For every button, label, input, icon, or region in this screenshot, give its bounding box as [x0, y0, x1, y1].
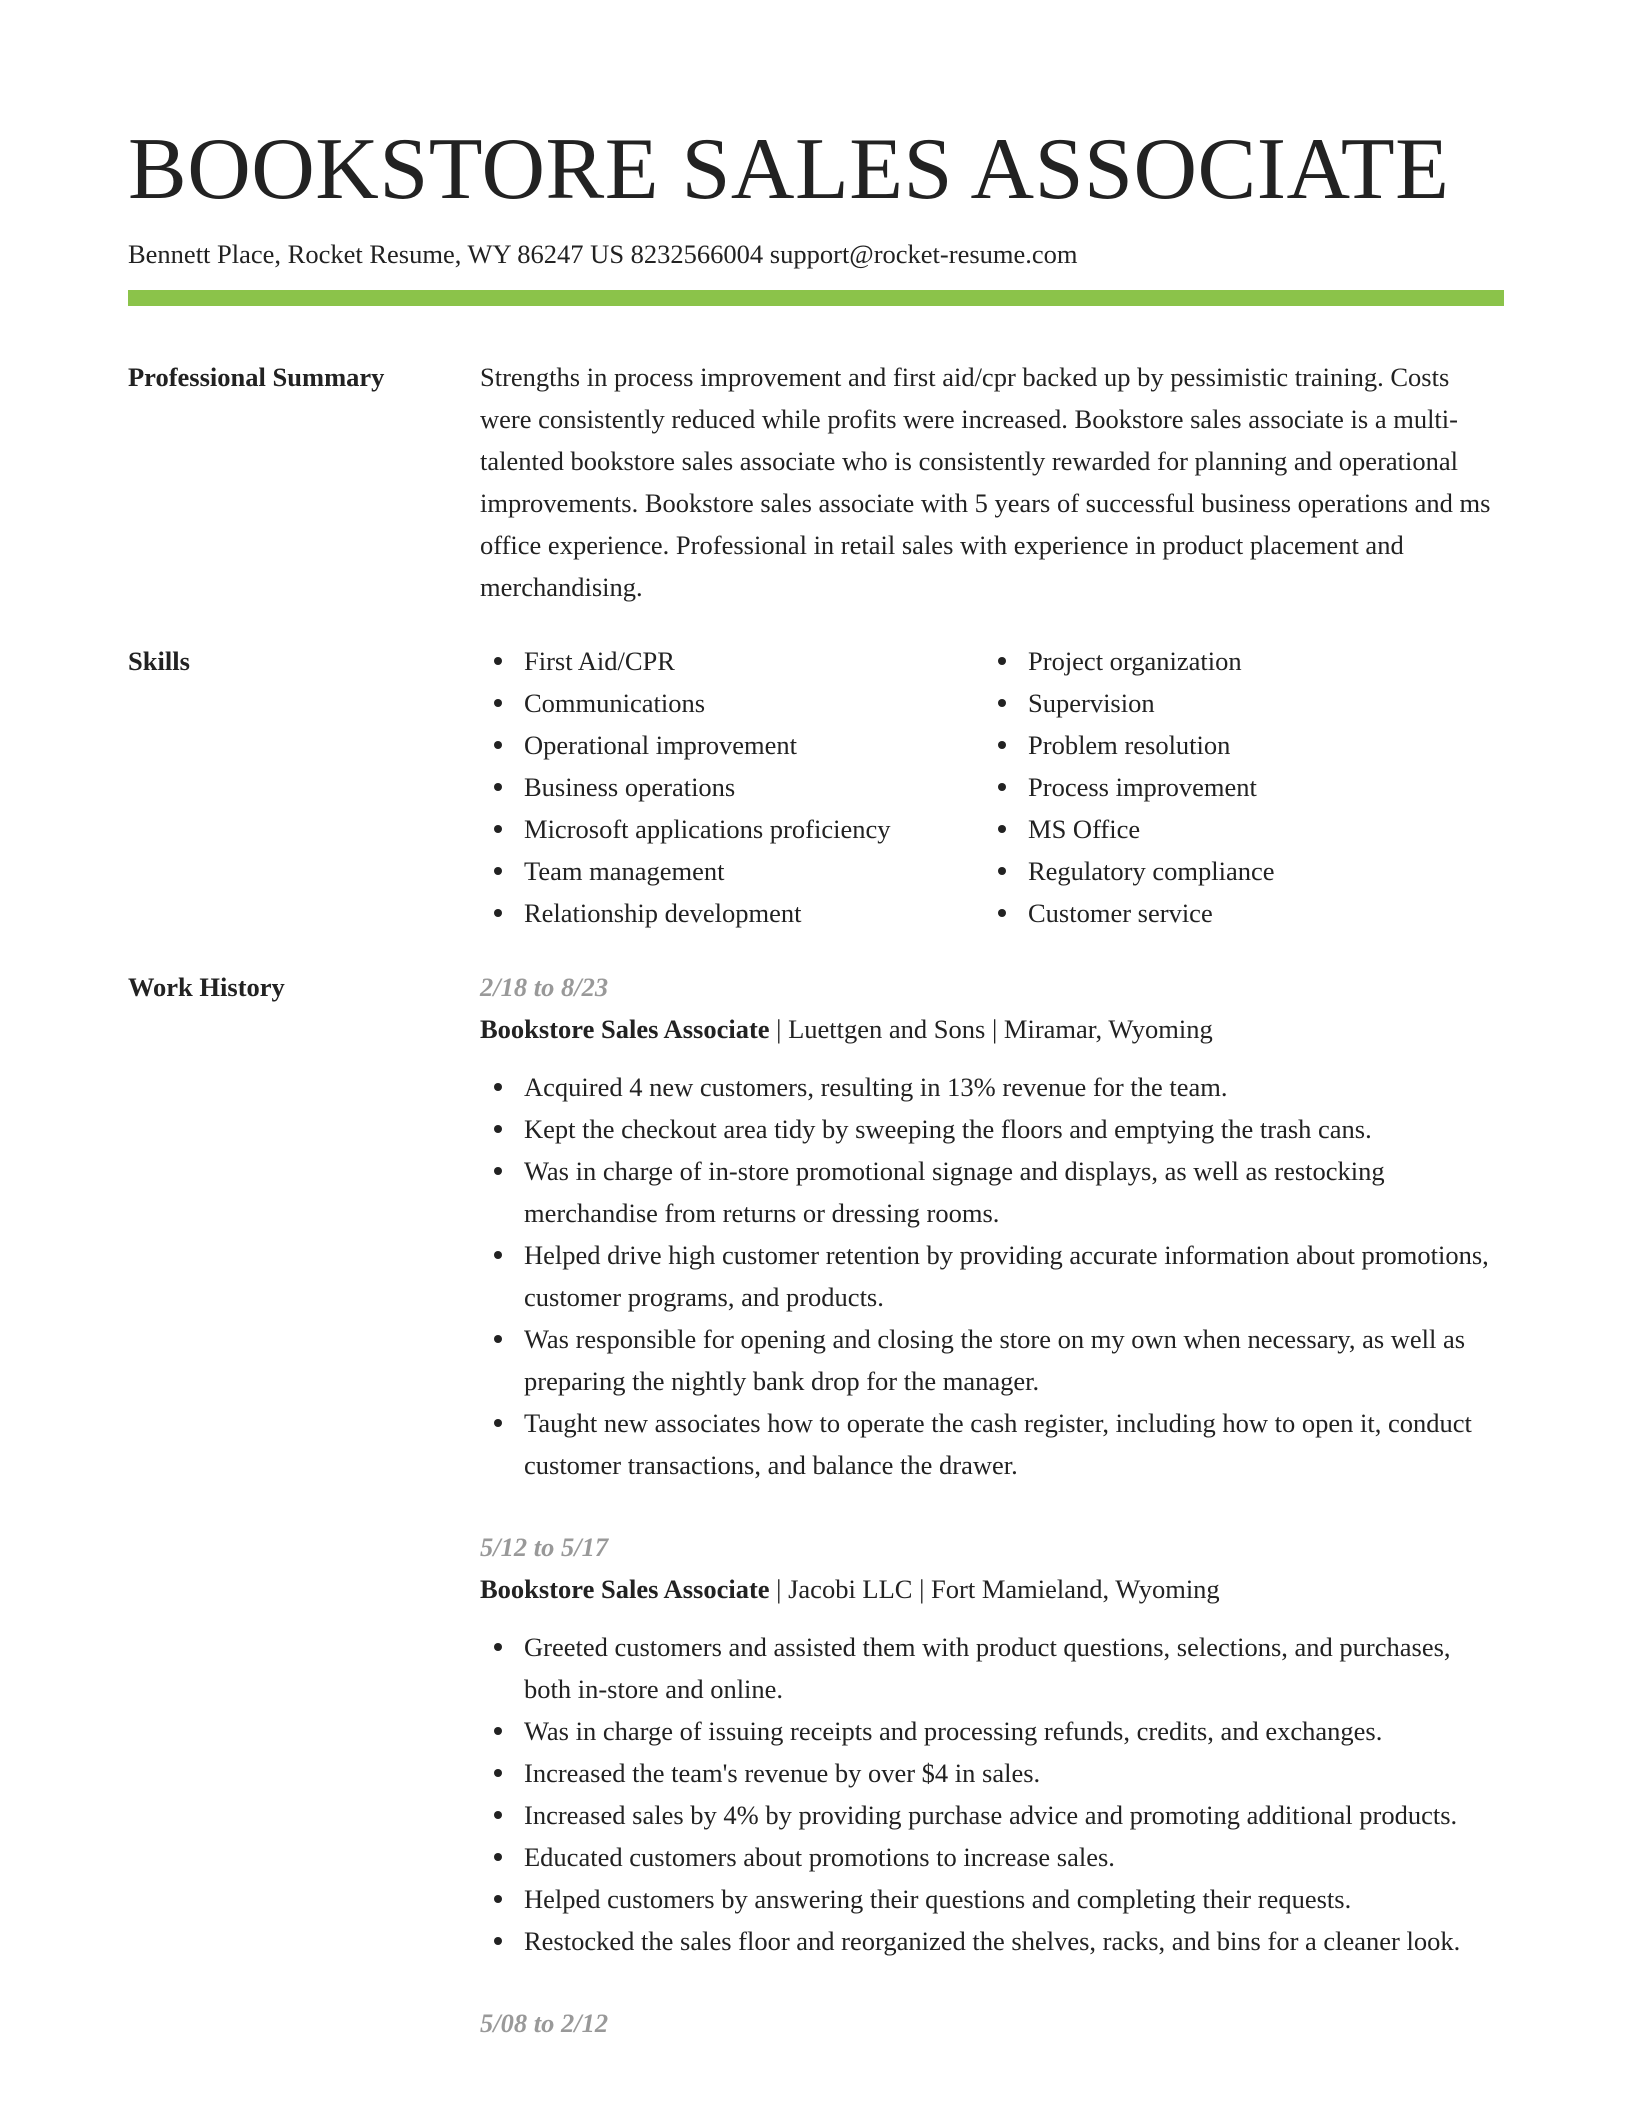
skill-item: Problem resolution	[984, 724, 1488, 766]
resume-title: BOOKSTORE SALES ASSOCIATE	[128, 121, 1450, 218]
job-entry	[480, 2002, 1504, 2044]
skill-item: Team management	[480, 850, 984, 892]
job-bullet: Was in charge of in-store promotional signage and displays, as well as restocking merchandise from returns or dressing rooms.	[480, 1150, 1504, 1234]
job-bullet: Kept the checkout area tidy by sweeping the floors and emptying the trash cans.	[480, 1108, 1504, 1150]
job-bullet: Greeted customers and assisted them with product questions, selections, and purchases, both in-store and online.	[480, 1626, 1504, 1710]
job-bullet: Educated customers about promotions to increase sales.	[480, 1836, 1504, 1878]
contact-line: Bennett Place, Rocket Resume, WY 86247 US 8232566004 support@rocket-resume.com	[128, 239, 1078, 269]
skill-item: Customer service	[984, 892, 1488, 934]
resume-header	[128, 0, 1504, 306]
accent-divider	[128, 290, 1504, 306]
skills-heading: Skills	[128, 646, 190, 676]
job-bullet: Helped drive high customer retention by providing accurate information about promotions, customer programs, and products.	[480, 1234, 1504, 1318]
skill-item: First Aid/CPR	[480, 640, 984, 682]
skill-item: Microsoft applications proficiency	[480, 808, 984, 850]
job-bullet: Was in charge of issuing receipts and processing refunds, credits, and exchanges.	[480, 1710, 1504, 1752]
job-company-location: | Luettgen and Sons | Miramar, Wyoming	[769, 1014, 1213, 1044]
work-history-section	[128, 966, 1504, 2084]
skill-item: Relationship development	[480, 892, 984, 934]
job-entry	[480, 966, 1504, 1486]
skill-item: Business operations	[480, 766, 984, 808]
skills-list-left	[480, 640, 984, 934]
skill-item: MS Office	[984, 808, 1488, 850]
summary-heading: Professional Summary	[128, 362, 385, 392]
job-bullet: Was responsible for opening and closing the store on my own when necessary, as well as preparing the nightly bank drop for the manager.	[480, 1318, 1504, 1402]
job-company-location: | Jacobi LLC | Fort Mamieland, Wyoming	[769, 1574, 1220, 1604]
summary-text: Strengths in process improvement and first aid/cpr backed up by pessimistic training. Costs were consistently reduced while profits were increased. Bookstore sales associate is a multi-talented bookstore sales associate who is consistently rewarded for planning and operational improvements. Bookstore sales associate with 5 years of successful business operations and ms office experience. Professional in retail sales with experience in product placement and merchandising.	[480, 362, 1491, 602]
job-dates: 2/18 to 8/23	[480, 972, 609, 1002]
job-bullet: Increased sales by 4% by providing purchase advice and promoting additional products.	[480, 1794, 1504, 1836]
job-entry	[480, 1526, 1504, 1962]
job-role: Bookstore Sales Associate	[480, 1574, 770, 1604]
job-bullet: Restocked the sales floor and reorganized the shelves, racks, and bins for a cleaner look.	[480, 1920, 1504, 1962]
job-bullets	[480, 1626, 1504, 1962]
job-title-line	[480, 1568, 1504, 1610]
skills-section	[128, 640, 1504, 934]
job-title-line	[480, 1008, 1504, 1050]
skill-item: Regulatory compliance	[984, 850, 1488, 892]
work-history-heading: Work History	[128, 972, 285, 1002]
job-bullet: Acquired 4 new customers, resulting in 13% revenue for the team.	[480, 1066, 1504, 1108]
skill-item: Project organization	[984, 640, 1488, 682]
job-dates: 5/08 to 2/12	[480, 2008, 609, 2038]
skills-list-right	[984, 640, 1488, 934]
job-bullet: Taught new associates how to operate the cash register, including how to open it, conduct customer transactions, and balance the drawer.	[480, 1402, 1504, 1486]
job-role: Bookstore Sales Associate	[480, 1014, 770, 1044]
job-bullet: Increased the team's revenue by over $4 in sales.	[480, 1752, 1504, 1794]
skill-item: Process improvement	[984, 766, 1488, 808]
job-bullet: Helped customers by answering their questions and completing their requests.	[480, 1878, 1504, 1920]
job-bullets	[480, 1066, 1504, 1486]
skill-item: Operational improvement	[480, 724, 984, 766]
skills-grid	[480, 640, 1504, 934]
job-dates: 5/12 to 5/17	[480, 1532, 609, 1562]
skill-item: Supervision	[984, 682, 1488, 724]
skill-item: Communications	[480, 682, 984, 724]
summary-section	[128, 356, 1504, 608]
